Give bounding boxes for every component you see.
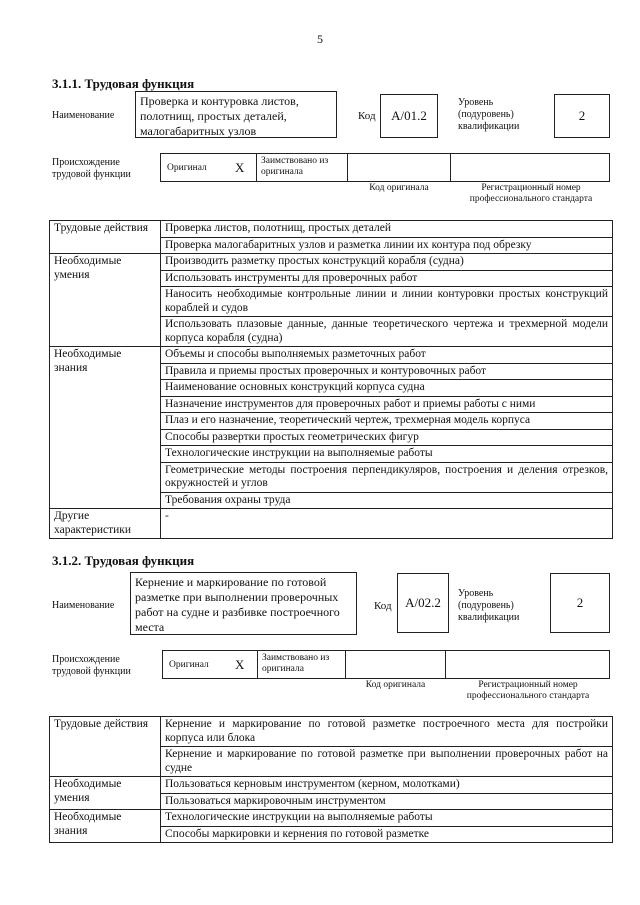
section-1-borrowed-label: Заимствовано из оригинала	[261, 156, 329, 177]
row-item: Производить разметку простых конструкций корабля (судна)	[161, 254, 613, 271]
section-1-code-box	[380, 94, 438, 138]
row-category: Необходимые знания	[50, 347, 161, 509]
row-item: Способы развертки простых геометрических фигур	[161, 429, 613, 446]
section-2-table	[49, 716, 613, 843]
section-1-orig-code-caption: Код оригинала	[369, 183, 429, 193]
section-1-reg-number-cell	[450, 153, 610, 182]
section-1-original-cell	[160, 153, 257, 182]
row-item: Пользоваться керновым инструментом (керном, молотками)	[161, 777, 613, 794]
row-item: Наносить необходимые контрольные линии и линии контуровки простых конструкций кораблей и судов	[161, 287, 613, 317]
section-1-original-mark: X	[235, 160, 245, 175]
row-item: Геометрические методы построения перпендикуляров, построения и деления отрезков, окружностей и углов	[161, 462, 613, 492]
row-item: Требования охраны труда	[161, 492, 613, 509]
section-2-title: 3.1.2. Трудовая функция	[52, 553, 195, 568]
table-row	[50, 254, 613, 271]
section-2-code-box	[397, 573, 449, 633]
row-item: Пользоваться маркировочным инструментом	[161, 793, 613, 810]
section-2-reg-number-cell	[445, 650, 610, 679]
row-item: Проверка листов, полотнищ, простых деталей	[161, 221, 613, 238]
row-item: Кернение и маркирование по готовой разметке построечного места для постройки корпуса или блока	[161, 717, 613, 747]
table-row	[50, 221, 613, 238]
row-category: Необходимые умения	[50, 254, 161, 347]
section-2-name-box	[130, 572, 357, 635]
table-row	[50, 509, 613, 539]
section-1-name-box	[135, 91, 337, 138]
row-item: Технологические инструкции на выполняемые работы	[161, 446, 613, 463]
section-2-code-label: Код	[374, 600, 392, 612]
section-2-level-box	[550, 573, 610, 633]
section-1-original-label: Оригинал	[167, 163, 207, 173]
row-item: Наименование основных конструкций корпуса судна	[161, 380, 613, 397]
section-1-name-label: Наименование	[52, 110, 115, 121]
row-category: Необходимые знания	[50, 810, 161, 843]
section-1-level-label: Уровень (подуровень) квалификации	[458, 97, 520, 132]
section-2-orig-code-caption: Код оригинала	[365, 680, 426, 690]
section-2-level-label: Уровень (подуровень) квалификации	[458, 588, 520, 623]
section-1-orig-code-cell	[347, 153, 451, 182]
section-1-borrowed-cell	[256, 153, 348, 182]
section-2-name-label: Наименование	[52, 600, 115, 611]
row-item: Объемы и способы выполняемых разметочных работ	[161, 347, 613, 364]
section-2-borrowed-cell	[257, 650, 346, 679]
row-item: Назначение инструментов для проверочных работ и приемы работы с ними	[161, 396, 613, 413]
section-2-code-value: А/02.2	[405, 595, 441, 610]
section-2-original-mark: X	[235, 657, 245, 672]
section-1-title: 3.1.1. Трудовая функция	[52, 76, 195, 91]
section-2-borrowed-label: Заимствовано из оригинала	[262, 653, 330, 674]
table-row	[50, 777, 613, 794]
section-1-reg-number-caption: Регистрационный номер профессионального стандарта	[469, 183, 593, 204]
row-item: -	[161, 509, 613, 539]
row-item: Способы маркировки и кернения по готовой разметке	[161, 826, 613, 843]
row-item: Технологические инструкции на выполняемые работы	[161, 810, 613, 827]
row-category: Трудовые действия	[50, 717, 161, 777]
section-1-level-box	[554, 94, 610, 138]
section-2-original-label: Оригинал	[169, 660, 209, 670]
table-row	[50, 347, 613, 364]
section-1-table	[49, 220, 613, 539]
table-row	[50, 717, 613, 747]
section-2-orig-code-cell	[345, 650, 446, 679]
section-1-level-value: 2	[578, 108, 586, 123]
row-item: Плаз и его назначение, теоретический чертеж, трехмерная модель корпуса	[161, 413, 613, 430]
section-1-name-text: Проверка и контуровка листов, полотнищ, простых деталей, малогабаритных узлов	[140, 94, 299, 138]
section-2-name-text: Кернение и маркирование по готовой разметке при выполнении проверочных работ на судне и разбивке построечного места	[135, 575, 340, 634]
row-item: Проверка малогабаритных узлов и разметка линии их контура под обрезку	[161, 237, 613, 254]
row-item: Использовать плазовые данные, данные теоретического чертежа и трехмерной модели корпуса корабля (судна)	[161, 317, 613, 347]
section-2-origin-label: Происхождение трудовой функции	[52, 654, 131, 677]
row-category: Другие характеристики	[50, 509, 161, 539]
section-2-level-value: 2	[576, 595, 584, 610]
section-2-original-cell	[162, 650, 258, 679]
table-row	[50, 810, 613, 827]
row-category: Трудовые действия	[50, 221, 161, 254]
row-item: Кернение и маркирование по готовой разметке при выполнении проверочных работ на судне	[161, 747, 613, 777]
section-1-origin-label: Происхождение трудовой функции	[52, 157, 131, 180]
section-2-reg-number-caption: Регистрационный номер профессионального стандарта	[466, 680, 590, 701]
section-1-code-label: Код	[358, 110, 376, 122]
row-item: Использовать инструменты для проверочных работ	[161, 270, 613, 287]
row-item: Правила и приемы простых проверочных и контуровочных работ	[161, 363, 613, 380]
page-number: 5	[317, 32, 323, 46]
section-1-code-value: А/01.2	[391, 108, 427, 123]
row-category: Необходимые умения	[50, 777, 161, 810]
